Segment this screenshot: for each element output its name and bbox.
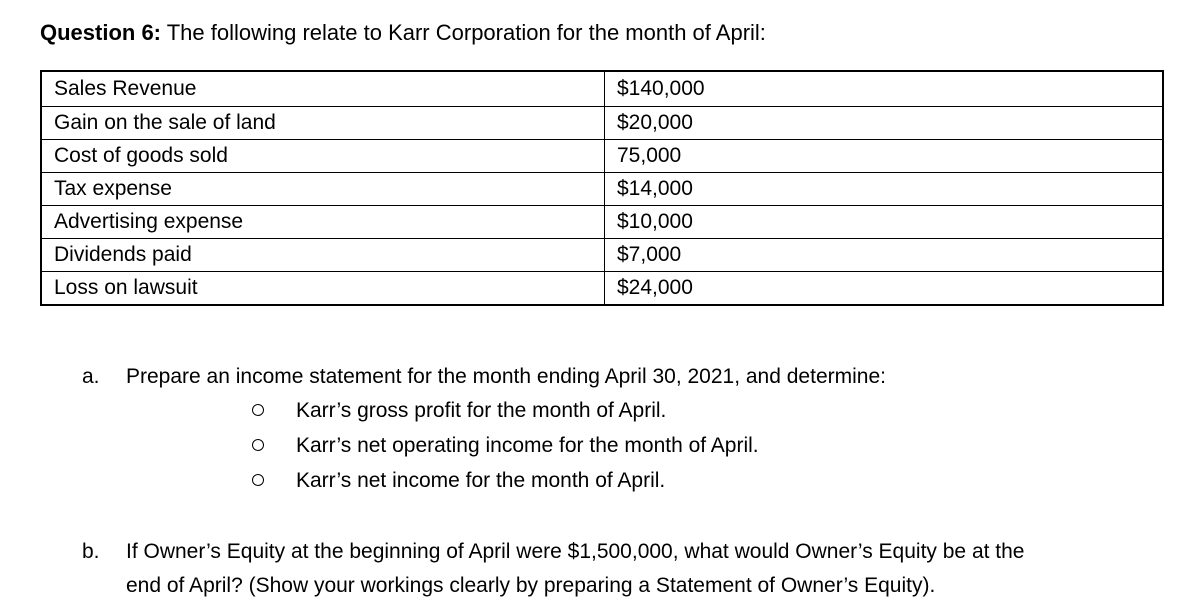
amount-cell: $140,000 (605, 71, 1164, 107)
part-b-text-line-1: If Owner’s Equity at the beginning of April were $1,500,000, what would Owner’s Equity be at the (126, 540, 1025, 563)
question-text: The following relate to Karr Corporation for the month of April: (161, 20, 766, 45)
part-b-line-1 (82, 535, 1025, 569)
circle-bullet-icon (252, 474, 264, 486)
part-b (82, 535, 1025, 603)
item-cell: Cost of goods sold (41, 140, 605, 173)
part-a-text: Prepare an income statement for the month ending April 30, 2021, and determine: (126, 365, 886, 388)
list-item (252, 431, 759, 466)
item-cell: Loss on lawsuit (41, 272, 605, 306)
table-row (41, 206, 1163, 239)
circle-bullet-icon (252, 439, 264, 451)
item-cell: Advertising expense (41, 206, 605, 239)
subitem-text: Karr’s gross profit for the month of April. (296, 399, 667, 422)
item-cell: Sales Revenue (41, 71, 605, 107)
list-item (252, 466, 759, 501)
table-row (41, 107, 1163, 140)
part-b-text-line-2: end of April? (Show your workings clearly by preparing a Statement of Owner’s Equity). (126, 574, 936, 597)
amount-cell: $7,000 (605, 239, 1164, 272)
item-cell: Gain on the sale of land (41, 107, 605, 140)
amount-cell: $24,000 (605, 272, 1164, 306)
circle-bullet-icon (252, 404, 264, 416)
part-a-marker: a. (82, 365, 100, 388)
table-row (41, 272, 1163, 306)
question-label: Question 6: (40, 20, 162, 45)
amount-cell: $20,000 (605, 107, 1164, 140)
item-cell: Dividends paid (41, 239, 605, 272)
part-b-line-2 (82, 569, 1025, 603)
subitem-text: Karr’s net income for the month of April. (296, 469, 666, 492)
table-row (41, 173, 1163, 206)
list-item (252, 396, 759, 431)
subitem-text: Karr’s net operating income for the month of April. (296, 434, 759, 457)
question-heading (40, 18, 766, 48)
amount-cell: 75,000 (605, 140, 1164, 173)
amount-cell: $14,000 (605, 173, 1164, 206)
table-row (41, 239, 1163, 272)
item-cell: Tax expense (41, 173, 605, 206)
table-row (41, 71, 1163, 107)
table-row (41, 140, 1163, 173)
part-a (82, 362, 886, 392)
data-table (40, 70, 1164, 306)
part-a-subitems (252, 396, 759, 501)
amount-cell: $10,000 (605, 206, 1164, 239)
part-b-marker: b. (82, 540, 100, 563)
